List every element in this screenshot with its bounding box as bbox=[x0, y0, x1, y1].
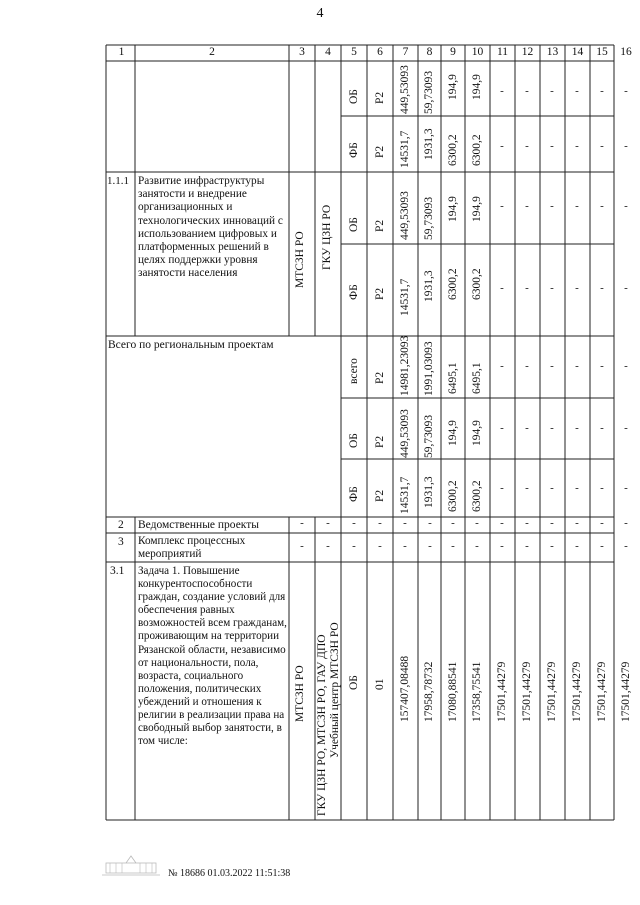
value-cell: 17358,75541 bbox=[471, 661, 483, 722]
empty-dash: - bbox=[525, 422, 529, 434]
empty-dash: - bbox=[624, 140, 628, 152]
empty-dash: - bbox=[624, 517, 628, 529]
col-header-2: 2 bbox=[209, 46, 215, 58]
empty-dash: - bbox=[352, 540, 356, 552]
empty-dash: - bbox=[575, 200, 579, 212]
empty-dash: - bbox=[500, 282, 504, 294]
value-cell: 157407,08488 bbox=[399, 655, 411, 722]
value-cell: 6300,2 bbox=[471, 134, 483, 166]
value-cell: 449,53093 bbox=[399, 65, 411, 114]
empty-dash: - bbox=[451, 540, 455, 552]
row-number: 2 bbox=[118, 519, 124, 531]
value-cell: 14981,23093 bbox=[399, 335, 411, 396]
source-label: ФБ bbox=[348, 486, 360, 502]
empty-dash: - bbox=[326, 517, 330, 529]
empty-dash: - bbox=[500, 482, 504, 494]
registry-emblem-icon bbox=[100, 853, 162, 879]
col-header-10: 10 bbox=[471, 46, 484, 58]
empty-dash: - bbox=[378, 540, 382, 552]
empty-dash: - bbox=[624, 282, 628, 294]
value-cell: 1931,3 bbox=[423, 270, 435, 302]
col-header-13: 13 bbox=[546, 46, 559, 58]
empty-dash: - bbox=[300, 517, 304, 529]
col-header-4: 4 bbox=[325, 46, 331, 58]
col-header-15: 15 bbox=[596, 46, 608, 58]
source-label: всего bbox=[348, 358, 360, 384]
code-label: Р2 bbox=[374, 219, 386, 232]
empty-dash: - bbox=[600, 200, 604, 212]
empty-dash: - bbox=[403, 540, 407, 552]
source-label: ФБ bbox=[348, 284, 360, 300]
value-cell: 17958,78732 bbox=[423, 661, 435, 722]
value-cell: 14531,7 bbox=[399, 278, 411, 316]
empty-dash: - bbox=[600, 540, 604, 552]
empty-dash: - bbox=[624, 360, 628, 372]
code-label: Р2 bbox=[374, 489, 386, 502]
empty-dash: - bbox=[575, 517, 579, 529]
row-name: Развитие инфраструктуры занятости и внедрение организационных и технологических инноваций с использованием цифровых и платформенных решений в целях поддержки уровня занятости населения bbox=[138, 175, 283, 280]
value-cell: 59,73093 bbox=[423, 196, 435, 240]
value-cell: 6495,1 bbox=[471, 362, 483, 394]
row-name: Ведомственные проекты bbox=[138, 519, 259, 531]
empty-dash: - bbox=[500, 140, 504, 152]
value-cell: 194,9 bbox=[447, 196, 459, 222]
empty-dash: - bbox=[550, 482, 554, 494]
value-cell: 1931,3 bbox=[423, 476, 435, 508]
code-label: Р2 bbox=[374, 91, 386, 104]
col-header-5: 5 bbox=[351, 46, 357, 58]
value-cell: 1931,3 bbox=[423, 128, 435, 160]
empty-dash: - bbox=[575, 360, 579, 372]
empty-dash: - bbox=[525, 85, 529, 97]
source-label: ОБ bbox=[348, 433, 360, 448]
empty-dash: - bbox=[475, 540, 479, 552]
empty-dash: - bbox=[550, 140, 554, 152]
value-cell: 14531,7 bbox=[399, 130, 411, 168]
col-header-16: 16 bbox=[620, 46, 632, 58]
empty-dash: - bbox=[475, 517, 479, 529]
empty-dash: - bbox=[525, 140, 529, 152]
empty-dash: - bbox=[600, 140, 604, 152]
value-cell: 17501,44279 bbox=[496, 661, 508, 722]
value-cell: 59,73093 bbox=[423, 414, 435, 458]
registration-stamp: № 18686 01.03.2022 11:51:38 bbox=[168, 868, 291, 879]
executor-2-line-2: Учебный центр МТСЗН РО bbox=[329, 622, 341, 758]
col-header-1: 1 bbox=[118, 46, 125, 58]
value-cell: 449,53093 bbox=[399, 191, 411, 240]
empty-dash: - bbox=[550, 540, 554, 552]
value-cell: 194,9 bbox=[471, 74, 483, 100]
empty-dash: - bbox=[575, 282, 579, 294]
empty-dash: - bbox=[550, 422, 554, 434]
value-cell: 6300,2 bbox=[447, 134, 459, 166]
value-cell: 1991,03093 bbox=[423, 341, 435, 396]
empty-dash: - bbox=[600, 422, 604, 434]
empty-dash: - bbox=[525, 360, 529, 372]
empty-dash: - bbox=[378, 517, 382, 529]
empty-dash: - bbox=[600, 517, 604, 529]
row-number: 3 bbox=[118, 536, 124, 548]
empty-dash: - bbox=[352, 517, 356, 529]
executor-2: ГКУ ЦЗН РО bbox=[321, 204, 333, 270]
value-cell: 17501,44279 bbox=[620, 661, 632, 722]
empty-dash: - bbox=[500, 422, 504, 434]
empty-dash: - bbox=[550, 85, 554, 97]
empty-dash: - bbox=[428, 517, 432, 529]
value-cell: 194,9 bbox=[471, 420, 483, 446]
row-number: 1.1.1 bbox=[107, 175, 129, 187]
total-label: Всего по региональным проектам bbox=[108, 339, 274, 351]
empty-dash: - bbox=[550, 360, 554, 372]
empty-dash: - bbox=[428, 540, 432, 552]
value-cell: 59,73093 bbox=[423, 70, 435, 114]
value-cell: 17501,44279 bbox=[546, 661, 558, 722]
empty-dash: - bbox=[624, 540, 628, 552]
col-header-8: 8 bbox=[426, 46, 433, 58]
col-header-6: 6 bbox=[377, 46, 383, 58]
value-cell: 17501,44279 bbox=[596, 661, 608, 722]
empty-dash: - bbox=[525, 282, 529, 294]
row-name: Задача 1. Повышение конкурентоспособности граждан, создание условий для обеспечения равных возможностей всем гражданам, проживающим на территории Рязанской области, независимо от национальности, пола, возраста, социального положения, политических убеждений и отношения к религии в реализации права на свободный выбор занятости, в том числе: bbox=[138, 565, 287, 748]
code-label: Р2 bbox=[374, 435, 386, 448]
empty-dash: - bbox=[575, 540, 579, 552]
value-cell: 194,9 bbox=[447, 74, 459, 100]
value-cell: 6495,1 bbox=[447, 362, 459, 394]
empty-dash: - bbox=[624, 200, 628, 212]
row-name: Комплекс процессных мероприятий bbox=[138, 535, 246, 561]
value-cell: 6300,2 bbox=[447, 268, 459, 300]
code-label: Р2 bbox=[374, 287, 386, 300]
empty-dash: - bbox=[525, 200, 529, 212]
empty-dash: - bbox=[550, 200, 554, 212]
empty-dash: - bbox=[575, 85, 579, 97]
col-header-3: 3 bbox=[299, 46, 305, 58]
col-header-14: 14 bbox=[571, 46, 584, 58]
source-label: ОБ bbox=[348, 89, 360, 104]
value-cell: 194,9 bbox=[471, 196, 483, 222]
empty-dash: - bbox=[500, 200, 504, 212]
empty-dash: - bbox=[326, 540, 330, 552]
empty-dash: - bbox=[600, 360, 604, 372]
empty-dash: - bbox=[500, 85, 504, 97]
empty-dash: - bbox=[403, 517, 407, 529]
col-header-12: 12 bbox=[521, 46, 534, 58]
row-number: 3.1 bbox=[110, 565, 125, 577]
empty-dash: - bbox=[525, 517, 529, 529]
empty-dash: - bbox=[600, 85, 604, 97]
empty-dash: - bbox=[550, 517, 554, 529]
value-cell: 17501,44279 bbox=[571, 661, 583, 722]
value-cell: 449,53093 bbox=[399, 409, 411, 458]
col-header-7: 7 bbox=[402, 46, 409, 58]
code-label: 01 bbox=[374, 678, 386, 690]
value-cell: 6300,2 bbox=[471, 480, 483, 512]
executor-2-line-1: ГКУ ЦЗН РО, МТСЗН РО, ГАУ ДПО bbox=[316, 634, 328, 816]
value-cell: 17080,88541 bbox=[447, 661, 459, 722]
empty-dash: - bbox=[500, 360, 504, 372]
code-label: Р2 bbox=[374, 145, 386, 158]
empty-dash: - bbox=[525, 540, 529, 552]
source-label: ОБ bbox=[348, 217, 360, 232]
value-cell: 194,9 bbox=[447, 420, 459, 446]
value-cell: 6300,2 bbox=[447, 480, 459, 512]
empty-dash: - bbox=[624, 85, 628, 97]
empty-dash: - bbox=[550, 282, 554, 294]
source-label: ФБ bbox=[348, 142, 360, 158]
page-number: 4 bbox=[316, 6, 324, 21]
empty-dash: - bbox=[624, 482, 628, 494]
empty-dash: - bbox=[600, 282, 604, 294]
empty-dash: - bbox=[575, 482, 579, 494]
empty-dash: - bbox=[300, 540, 304, 552]
value-cell: 14531,7 bbox=[399, 476, 411, 514]
empty-dash: - bbox=[624, 422, 628, 434]
value-cell: 6300,2 bbox=[471, 268, 483, 300]
empty-dash: - bbox=[600, 482, 604, 494]
code-label: Р2 bbox=[374, 371, 386, 384]
empty-dash: - bbox=[525, 482, 529, 494]
executor-1: МТСЗН РО bbox=[294, 231, 306, 288]
empty-dash: - bbox=[575, 422, 579, 434]
empty-dash: - bbox=[451, 517, 455, 529]
empty-dash: - bbox=[575, 140, 579, 152]
empty-dash: - bbox=[500, 517, 504, 529]
executor-1: МТСЗН РО bbox=[294, 665, 306, 722]
col-header-11: 11 bbox=[496, 46, 509, 58]
empty-dash: - bbox=[500, 540, 504, 552]
source-label: ОБ bbox=[348, 675, 360, 690]
col-header-9: 9 bbox=[450, 46, 456, 58]
value-cell: 17501,44279 bbox=[521, 661, 533, 722]
